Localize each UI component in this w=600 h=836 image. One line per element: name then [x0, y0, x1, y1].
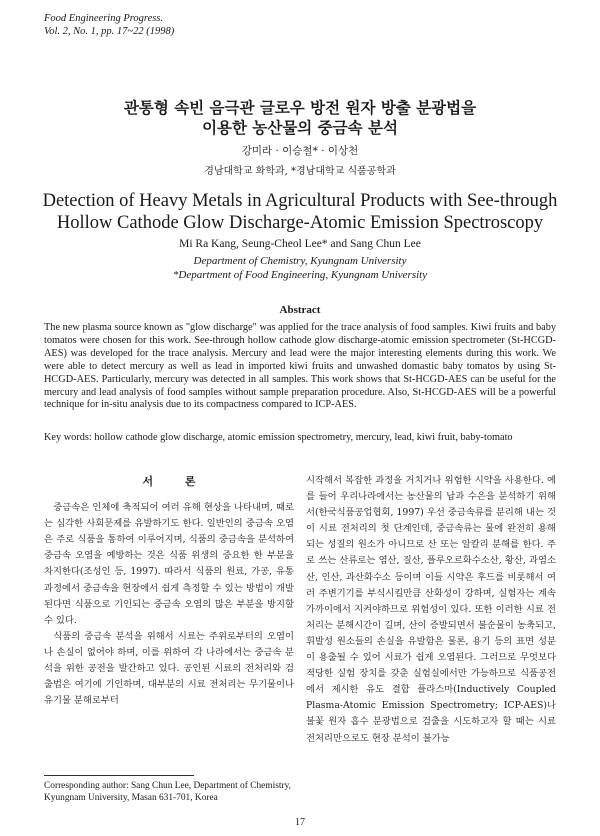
korean-title	[0, 98, 600, 138]
body-column-left	[44, 470, 294, 709]
korean-title-line1: 관통형 속빈 음극관 글로우 방전 원자 방출 분광법을	[123, 99, 477, 117]
english-authors: Mi Ra Kang, Seung-Cheol Lee* and Sang Chun Lee	[179, 238, 421, 250]
body-paragraph: 시작해서 복잡한 과정을 거치거나 위험한 시약을 사용한다. 예를 들어 우리나라에서는 농산물의 납과 수은을 분석하기 위해서(한국식품공업협회, 1997) 우선 중금속류를 분리해 내는 것이 시료 전처리의 첫 단계인데, 중금속류는 물에 완전히 용해되는 성질의 원소가 아니므로 산 또는 알칼리 분해를 한다. 주로 쓰는 산류로는 염산, 질산, 플루오르화수소산, 황산, 과염소산, 인산, 과산화수소 등이며 이들 시약은 후드를 비롯해서 여러 주변기기를 부식시킬만큼 산화성이 강하며, 실험자는 계속 가까이에서 지켜야하므로 위험성이 있다. 또한 이러한 시료 전처리는 분해시간이 길며, 산이 증발되면서 불순물이 농축되고, 휘발성 원소들의 손실을 유발함은 물론, 용기 등의 표면 성분이 용출될 수 있어 시료가 쉽게 오염된다. 그러므로 무엇보다 적당한 실험 장치를 갖춘 실험실에서만 가능하므로 식품공전에서 제시한 유도 결합 플라스마(Inductively Coupled Plasma-Atomic Emission Spectrometry; ICP-AES)나 불꽃 원자 흡수 분광법으로 검출을 시도하고자 할 때는 시료 전처리만으로도 현장 분석이 불가능	[306, 475, 556, 744]
korean-authors: 강미라 · 이승철* · 이상천	[241, 145, 359, 157]
english-affiliations	[0, 254, 600, 282]
keywords: Key words: hollow cathode glow discharge, atomic emission spectrometry, mercury, lead, kiwi fruit, baby-tomato	[44, 432, 513, 443]
affiliation-food-engineering: *Department of Food Engineering, Kyungnam University	[172, 269, 428, 281]
english-title	[0, 190, 600, 234]
body-column-right	[306, 473, 556, 747]
journal-name: Food Engineering Progress.	[44, 13, 164, 24]
page-number: 17	[295, 817, 305, 828]
abstract-heading: Abstract	[279, 304, 321, 316]
korean-affiliations: 경남대학교 화학과, *경남대학교 식품공학과	[204, 166, 396, 177]
body-paragraph: 중금속은 인체에 축적되어 여러 유해 현상을 나타내며, 때로는 심각한 사회문제를 유발하기도 한다. 일반인의 중금속 오염은 주로 식품을 통하여 이루어지며, 식품의 중금속을 분석하여 중금속 오염을 예방하는 것은 식품 위생의 중요한 한 부분을 차지한다(조성인 등, 1997). 따라서 식품의 원료, 가공, 유통과정에서 중금속을 현장에서 쉽게 측정할 수 있는 방법이 개발된다면 식품으로 기인되는 중금속 오염의 많은 부분을 방지할 수 있다.	[44, 502, 294, 626]
english-title-line1: Detection of Heavy Metals in Agricultural Products with See-through	[42, 191, 558, 211]
abstract-text: The new plasma source known as "glow discharge" was applied for the trace analysis of food samples. Kiwi fruits and baby tomatos were chosen for this work. See-through hollow cathode glow discharge-atomic emission spectrometer (St-HCGD-AES) was developed for the trace analysis. Mercury and lead were the major interesting elements during this work. We were able to detect mercury as well as lead in imported kiwi fruits and unwashed domastic baby tomatos by using St-HCGD-AES. Particularly, mercury was detected in all samples. This work shows that St-HCGD-AES can be useful for the mercury and lead analysis of food samples without sample preparation procedure. Also, St-HCGD-AES will be a powerful technique for in-situ analysis due to its compactness compared to ICP-AES.	[44, 322, 556, 411]
english-title-line2: Hollow Cathode Glow Discharge-Atomic Emission Spectroscopy	[56, 213, 544, 233]
footnote-divider	[44, 775, 194, 776]
korean-title-line2: 이용한 농산물의 중금속 분석	[202, 119, 398, 137]
section-heading-introduction: 서 론	[142, 475, 210, 488]
body-paragraph: 식품의 중금속 분석을 위해서 시료는 주위로부터의 오염이나 손실이 없어야 하며, 이를 위하여 각 나라에서는 중금속 분석을 위한 공전을 발간하고 있다. 공인된 시료의 전처리와 검출법은 여기에 기인하며, 대부분의 시료 전처리는 무기물이나 유기물 분해로부터	[44, 630, 294, 707]
affiliation-chemistry: Department of Chemistry, Kyungnam University	[193, 255, 407, 267]
journal-volume: Vol. 2, No. 1, pp. 17~22 (1998)	[44, 26, 175, 37]
journal-citation	[44, 12, 174, 38]
corresponding-author-footnote: Corresponding author: Sang Chun Lee, Department of Chemistry, Kyungnam University, Masan 631-701, Korea	[44, 781, 291, 803]
